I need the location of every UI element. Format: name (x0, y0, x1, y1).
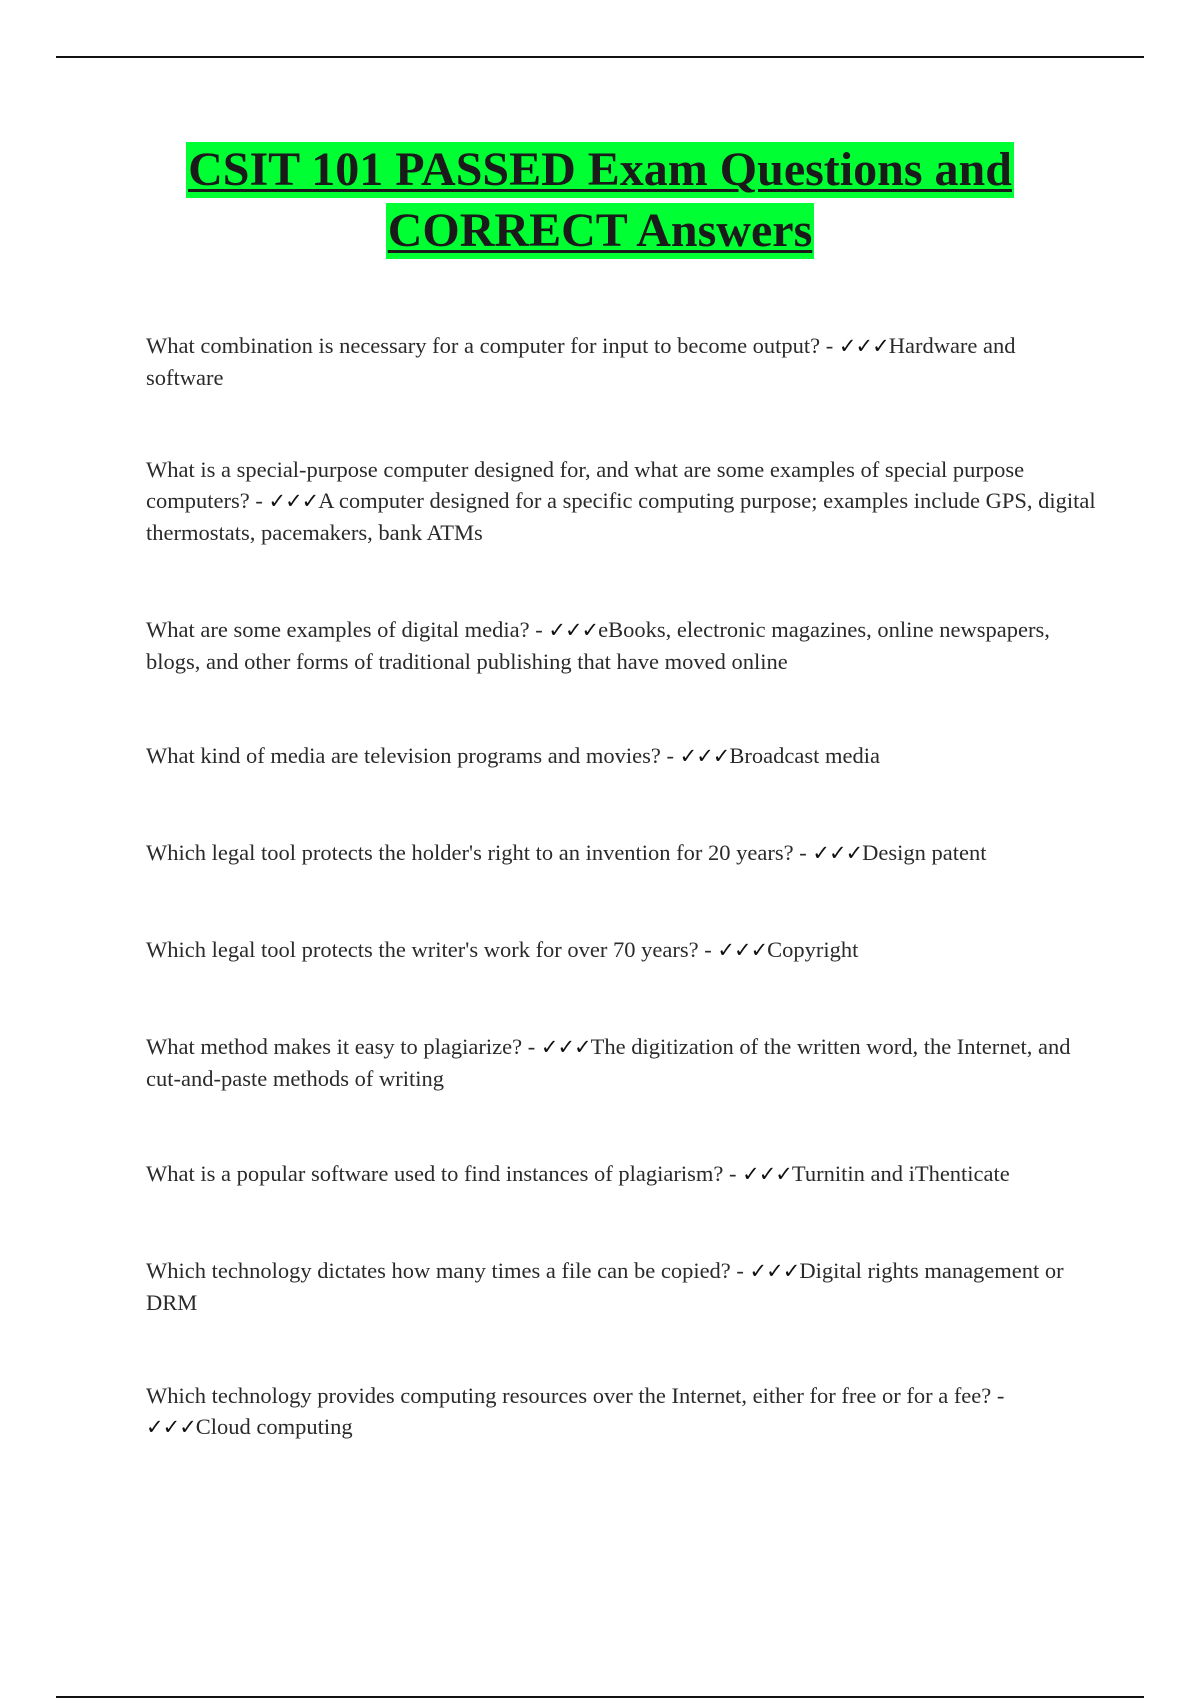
answer-text: Hardware and software (146, 333, 1016, 390)
title-line-1: CSIT 101 PASSED Exam Questions and (188, 143, 1012, 196)
answer-text: The digitization of the written word, the Internet, and cut-and-paste methods of writing (146, 1034, 1071, 1091)
separator: - (529, 617, 549, 642)
answer-text: Design patent (862, 840, 987, 865)
question-text: What method makes it easy to plagiarize? (146, 1034, 523, 1059)
check-marks-icon: ✓✓✓ (548, 618, 599, 642)
check-marks-icon: ✓✓✓ (742, 1162, 792, 1186)
qa-item (146, 614, 1096, 677)
question-text: What are some examples of digital media? (146, 617, 530, 642)
check-marks-icon: ✓✓✓ (717, 938, 768, 962)
separator: - (249, 488, 269, 513)
qa-item (146, 330, 1096, 393)
question-text: Which technology provides computing resources over the Internet, either for free or for a fee? (146, 1383, 992, 1408)
qa-item (146, 1380, 1096, 1443)
question-text: Which legal tool protects the writer's work for over 70 years? (146, 937, 699, 962)
question-text: What is a special-purpose computer designed for, and what are some examples of special purpose computers? (146, 457, 1025, 513)
check-marks-icon: ✓✓✓ (679, 744, 730, 768)
qa-item (146, 1255, 1096, 1318)
title-line-2: CORRECT Answers (387, 204, 813, 257)
qa-item (146, 740, 1096, 772)
check-marks-icon: ✓✓✓ (749, 1259, 800, 1283)
question-text: What combination is necessary for a computer for input to become output? (146, 333, 821, 358)
question-text: Which technology dictates how many times a file can be copied? (146, 1258, 731, 1283)
answer-text: A computer designed for a specific computing purpose; examples include GPS, digital thermostats, pacemakers, bank ATMs (146, 488, 1096, 545)
separator: - (522, 1034, 541, 1059)
answer-text: Copyright (767, 937, 859, 962)
separator: - (730, 1258, 750, 1283)
bottom-rule (56, 1696, 1144, 1698)
check-marks-icon: ✓✓✓ (540, 1035, 591, 1059)
separator: - (991, 1383, 1005, 1408)
qa-item (146, 1031, 1096, 1094)
answer-text: Cloud computing (195, 1414, 353, 1439)
qa-item (146, 1158, 1096, 1190)
question-text: Which legal tool protects the holder's right to an invention for 20 years? (146, 840, 794, 865)
separator: - (793, 840, 813, 865)
separator: - (698, 937, 718, 962)
qa-item (146, 454, 1096, 548)
answer-text: eBooks, electronic magazines, online newspapers, blogs, and other forms of traditional publishing that have moved online (146, 617, 1050, 674)
question-text: What kind of media are television programs and movies? (146, 743, 661, 768)
top-rule (56, 56, 1144, 58)
check-marks-icon: ✓✓✓ (838, 334, 889, 358)
check-marks-icon: ✓✓✓ (268, 489, 319, 513)
answer-text: Broadcast media (729, 743, 880, 768)
answer-text: Turnitin and iThenticate (791, 1161, 1010, 1186)
question-text: What is a popular software used to find instances of plagiarism? (146, 1161, 724, 1186)
separator: - (723, 1161, 743, 1186)
check-marks-icon: ✓✓✓ (812, 841, 863, 865)
check-marks-icon: ✓✓✓ (146, 1415, 196, 1439)
separator: - (820, 333, 839, 358)
answer-text: Digital rights management or DRM (146, 1258, 1064, 1315)
qa-item (146, 934, 1096, 966)
document-title (100, 142, 1100, 264)
separator: - (660, 743, 680, 768)
qa-item (146, 837, 1096, 869)
